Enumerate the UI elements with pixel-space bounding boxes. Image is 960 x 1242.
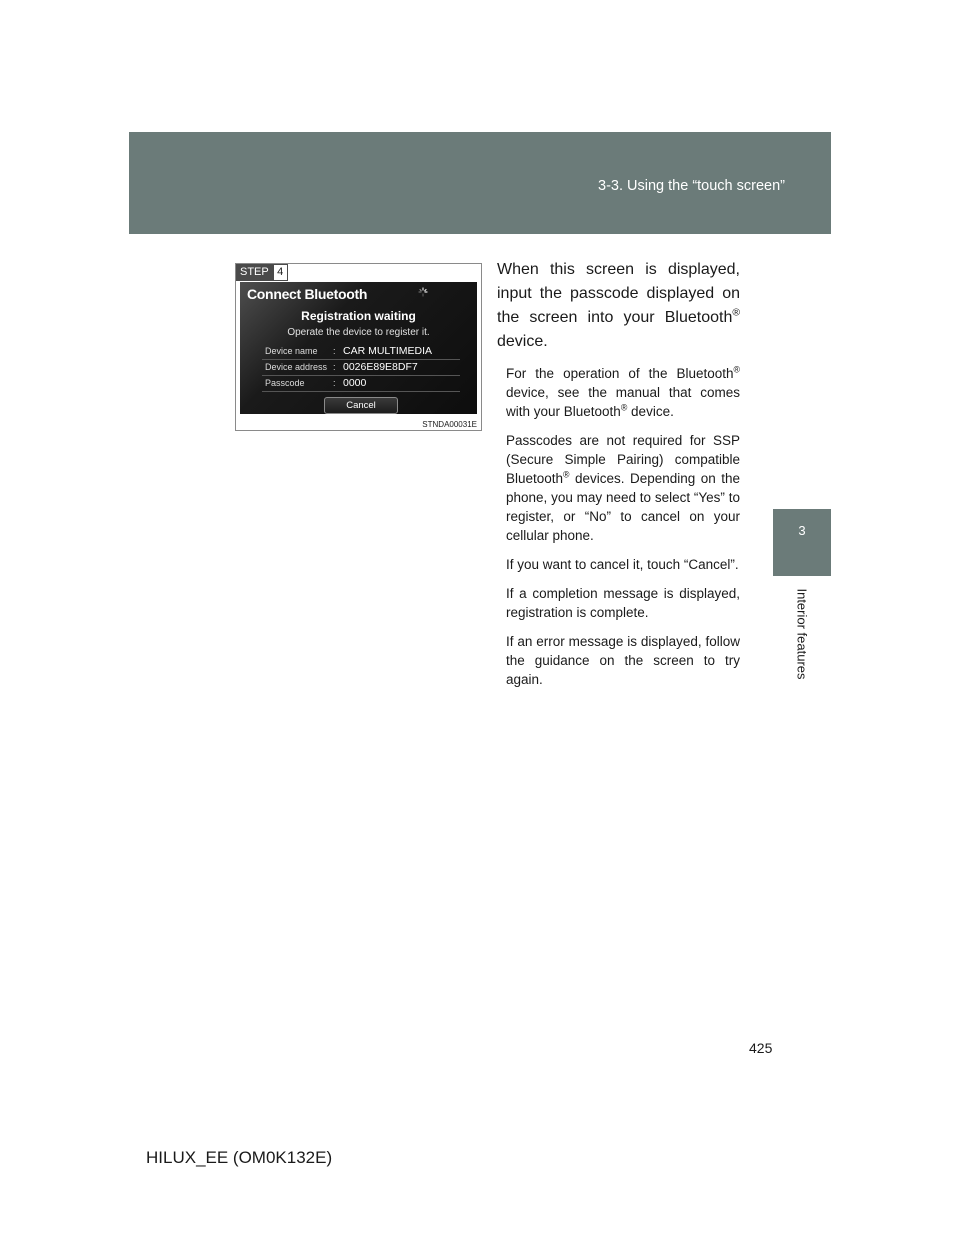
registration-status: Registration waiting [301, 309, 416, 323]
cancel-button: Cancel [324, 397, 398, 414]
header-band [129, 132, 831, 234]
note-text: Passcodes are not required for SSP (Secure Simple Pairing) compatible Bluetooth [506, 433, 740, 486]
note-completion: If a completion message is displayed, registration is complete. [506, 586, 740, 620]
note-text: device. [627, 404, 674, 419]
touch-screen-image [240, 282, 477, 414]
chapter-number: 3 [798, 523, 806, 538]
device-address-row [262, 360, 460, 376]
chapter-tab [773, 509, 831, 576]
intro-text: When this screen is displayed, input the passcode displayed on the screen into your Bluetooth [497, 261, 740, 326]
row-colon: : [333, 362, 336, 372]
step-figure [235, 263, 482, 431]
passcode-value: 0000 [343, 377, 367, 389]
device-address-value: 0026E89E8DF7 [343, 361, 418, 373]
registered-mark: ® [620, 402, 628, 413]
step-number: 4 [273, 264, 288, 281]
note-text: device, see the manual that comes with your Bluetooth [506, 385, 740, 419]
step-badge [236, 264, 288, 281]
note-cancel: If you want to cancel it, touch “Cancel”. [506, 557, 739, 572]
note-passcode [497, 431, 740, 545]
row-colon: : [333, 346, 336, 356]
screen-title: Connect Bluetooth [247, 286, 368, 302]
figure-code: STNDA00031E [422, 420, 477, 429]
intro-paragraph [497, 258, 740, 354]
device-name-value: CAR MULTIMEDIA [343, 345, 433, 357]
row-colon: : [333, 378, 336, 388]
note-error: If an error message is displayed, follow the guidance on the screen to try again. [506, 634, 740, 687]
device-address-label: Device address [265, 362, 328, 372]
device-name-row [262, 344, 460, 360]
intro-text-end: device. [497, 333, 548, 350]
passcode-row [262, 376, 460, 392]
step-label: STEP [236, 264, 273, 281]
registered-mark: ® [733, 364, 740, 375]
note-text: devices. Depending on the phone, you may need to select “Yes” to register, or “No” to cancel on your cellular phone. [506, 471, 740, 543]
note-text: For the operation of the Bluetooth [506, 366, 734, 381]
body-text [497, 258, 740, 689]
note-operation [497, 364, 740, 421]
page-number: 425 [749, 1040, 773, 1056]
spinner-icon [418, 287, 428, 297]
registration-instruction: Operate the device to register it. [287, 327, 430, 338]
passcode-label: Passcode [265, 378, 305, 388]
chapter-label: Interior features [794, 588, 810, 680]
device-name-label: Device name [265, 346, 318, 356]
manual-code: HILUX_EE (OM0K132E) [146, 1148, 333, 1167]
section-title: 3-3. Using the “touch screen” [598, 178, 785, 194]
registered-mark: ® [732, 307, 740, 319]
registered-mark: ® [563, 469, 570, 480]
